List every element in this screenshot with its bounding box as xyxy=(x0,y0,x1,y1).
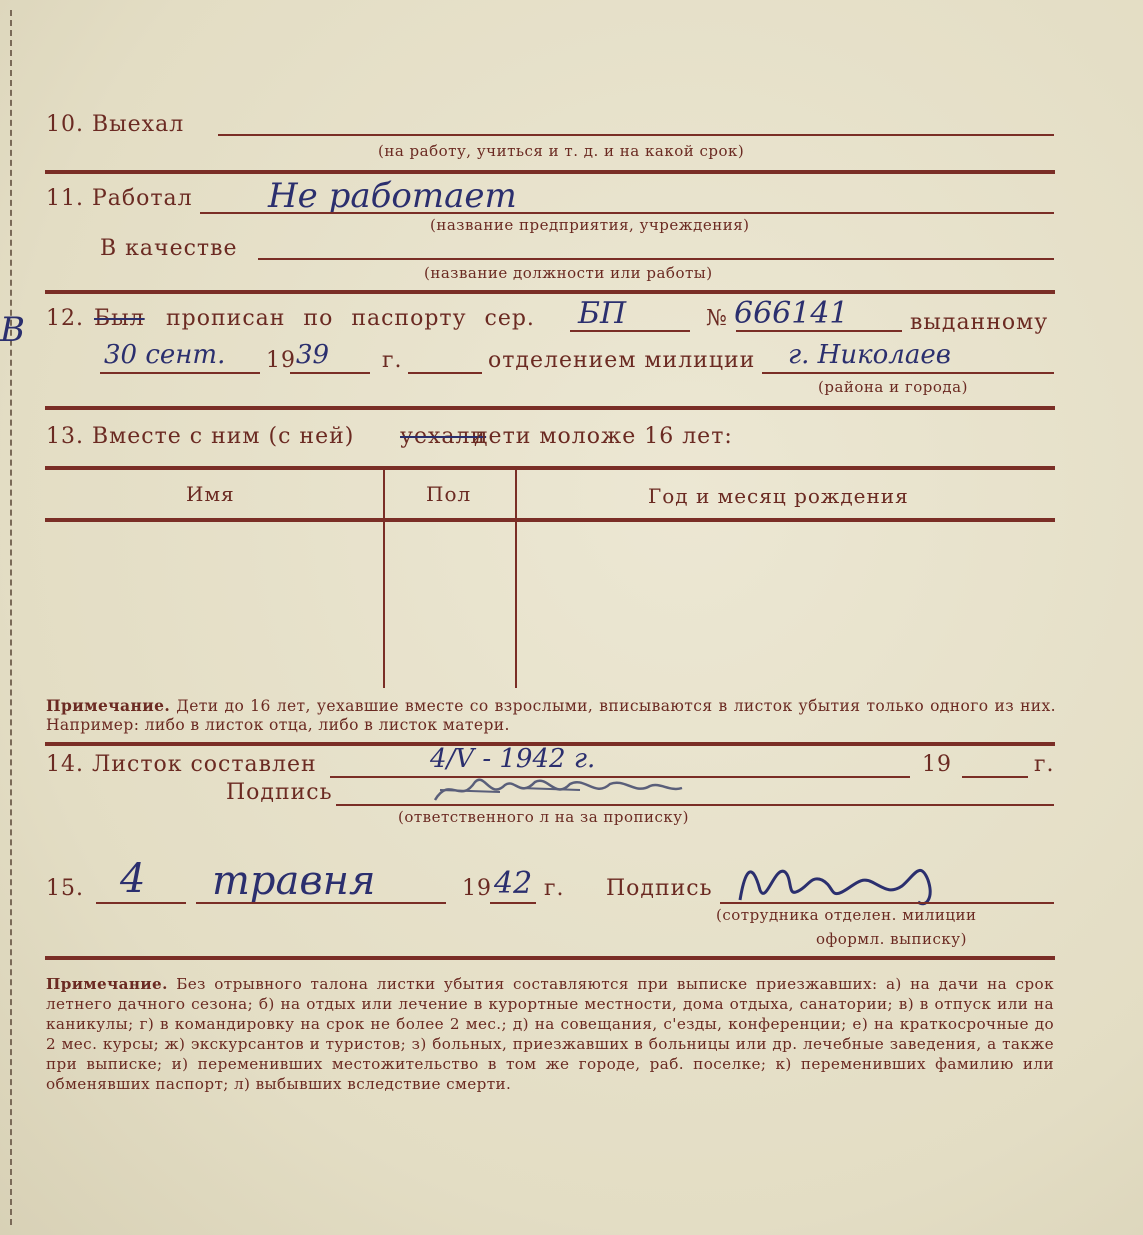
field-14-year-prefix: 19 xyxy=(922,752,952,777)
issue-year-g: г. xyxy=(382,348,403,373)
passport-series: БП xyxy=(578,296,627,331)
field-11-as-line xyxy=(258,258,1054,260)
field-14-year-line xyxy=(962,776,1028,778)
field-12-label: прописан по паспорту сер. xyxy=(166,306,535,331)
field-10-label: 10. Выехал xyxy=(46,112,185,137)
field-15-day-line xyxy=(96,902,186,904)
issue-year-suffix: 39 xyxy=(296,340,330,370)
dept-label: отделением милиции xyxy=(488,348,756,373)
field-14-sign-line xyxy=(336,804,1054,806)
field-15-year-line xyxy=(490,902,536,904)
number-line xyxy=(736,330,902,332)
field-14-year-g: г. xyxy=(1034,752,1055,777)
field-13-struck: уехали xyxy=(400,424,487,449)
field-13-label-b: дети моложе 16 лет: xyxy=(474,424,733,449)
col-header-name: Имя xyxy=(186,482,235,506)
field-11-line xyxy=(200,212,1054,214)
field-15-year-g: г. xyxy=(544,876,565,901)
perforation-line xyxy=(10,10,12,1225)
field-14-sign-label: Подпись xyxy=(226,780,333,805)
children-table-top xyxy=(45,466,1055,470)
field-15-sign-line xyxy=(720,902,1054,904)
field-11-as-caption: (название должности или работы) xyxy=(424,264,713,282)
field-15-signature xyxy=(730,850,960,910)
divider-15 xyxy=(45,956,1055,960)
issue-year-prefix: 19 xyxy=(266,348,296,373)
field-15-year-suffix: 42 xyxy=(494,866,533,901)
field-10-line xyxy=(218,134,1054,136)
note-children xyxy=(46,696,1056,735)
note-general-label: Примечание. xyxy=(46,975,168,993)
field-11-as-label: В качестве xyxy=(100,236,238,261)
field-14-label: 14. Листок составлен xyxy=(46,752,317,777)
divider-11 xyxy=(45,290,1055,294)
issue-place-line xyxy=(762,372,1054,374)
issue-date: 30 сент. xyxy=(104,340,226,370)
field-12-num: 12. xyxy=(46,306,84,331)
field-14-value: 4/V - 1942 г. xyxy=(430,744,596,774)
field-15-label: 15. xyxy=(46,876,84,901)
field-12-was: Был xyxy=(94,306,145,331)
note-children-label: Примечание. xyxy=(46,696,171,715)
field-10-caption: (на работу, учиться и т. д. и на какой срок) xyxy=(378,142,745,160)
field-15-day: 4 xyxy=(120,856,146,902)
field-15-sign-label: Подпись xyxy=(606,876,713,901)
col-header-sex: Пол xyxy=(426,482,472,506)
note-general xyxy=(46,974,1054,1094)
issue-place: г. Николаев xyxy=(788,340,951,370)
issue-year-line xyxy=(290,372,370,374)
field-11-caption: (название предприятия, учреждения) xyxy=(430,216,750,234)
series-line xyxy=(570,330,690,332)
col-divider-1 xyxy=(383,470,385,688)
field-15-year-prefix: 19 xyxy=(462,876,492,901)
children-table-header-line xyxy=(45,518,1055,522)
issue-gap-line xyxy=(408,372,482,374)
issue-date-line xyxy=(100,372,260,374)
passport-number: 666141 xyxy=(734,296,849,331)
note-general-text: Без отрывного талона листки убытия составляются при выписке приезжавших: а) на дачи на срок летнего дачного сезона; б) на отдых или лечение в курортные местности, дома отдыха, санатории; в) в отпуск или на каникулы; г) в командировку на срок не более 2 мес.; д) на совещания, с'езды, конференции; е) на краткосрочные до 2 мес. курсы; ж) экскурсантов и туристов; з) больных, приезжавших в больницы или др. лечебные заведения, а также при выписке; и) переменивших местожительство в том же городе, раб. поселке; к) переменивших фамилию или обменявших паспорт; л) выбывших вследствие смерти. xyxy=(46,975,1054,1093)
issue-place-caption: (района и города) xyxy=(818,378,968,396)
divider-12 xyxy=(45,406,1055,410)
field-15-caption-2: оформл. выписку) xyxy=(816,930,967,948)
field-15-caption-1: (сотрудника отделен. милиции xyxy=(716,906,977,924)
field-11-label: 11. Работал xyxy=(46,186,193,211)
field-13-label-a: 13. Вместе с ним (с ней) xyxy=(46,424,355,449)
col-divider-2 xyxy=(515,470,517,688)
margin-mark: В xyxy=(0,310,25,350)
divider-10 xyxy=(45,170,1055,174)
field-14-caption: (ответственного л на за прописку) xyxy=(398,808,689,826)
col-header-birth: Год и месяц рождения xyxy=(648,484,909,508)
issued-label: выданному xyxy=(910,310,1049,335)
field-15-month: травня xyxy=(212,858,376,904)
field-11-value: Не работает xyxy=(268,176,517,216)
note-children-text: Дети до 16 лет, уехавшие вместе со взрослыми, вписываются в листок убытия только одного из них. Например: либо в листок отца, либо в листок матери. xyxy=(46,697,1056,734)
field-15-month-line xyxy=(196,902,446,904)
number-label: № xyxy=(706,306,728,331)
